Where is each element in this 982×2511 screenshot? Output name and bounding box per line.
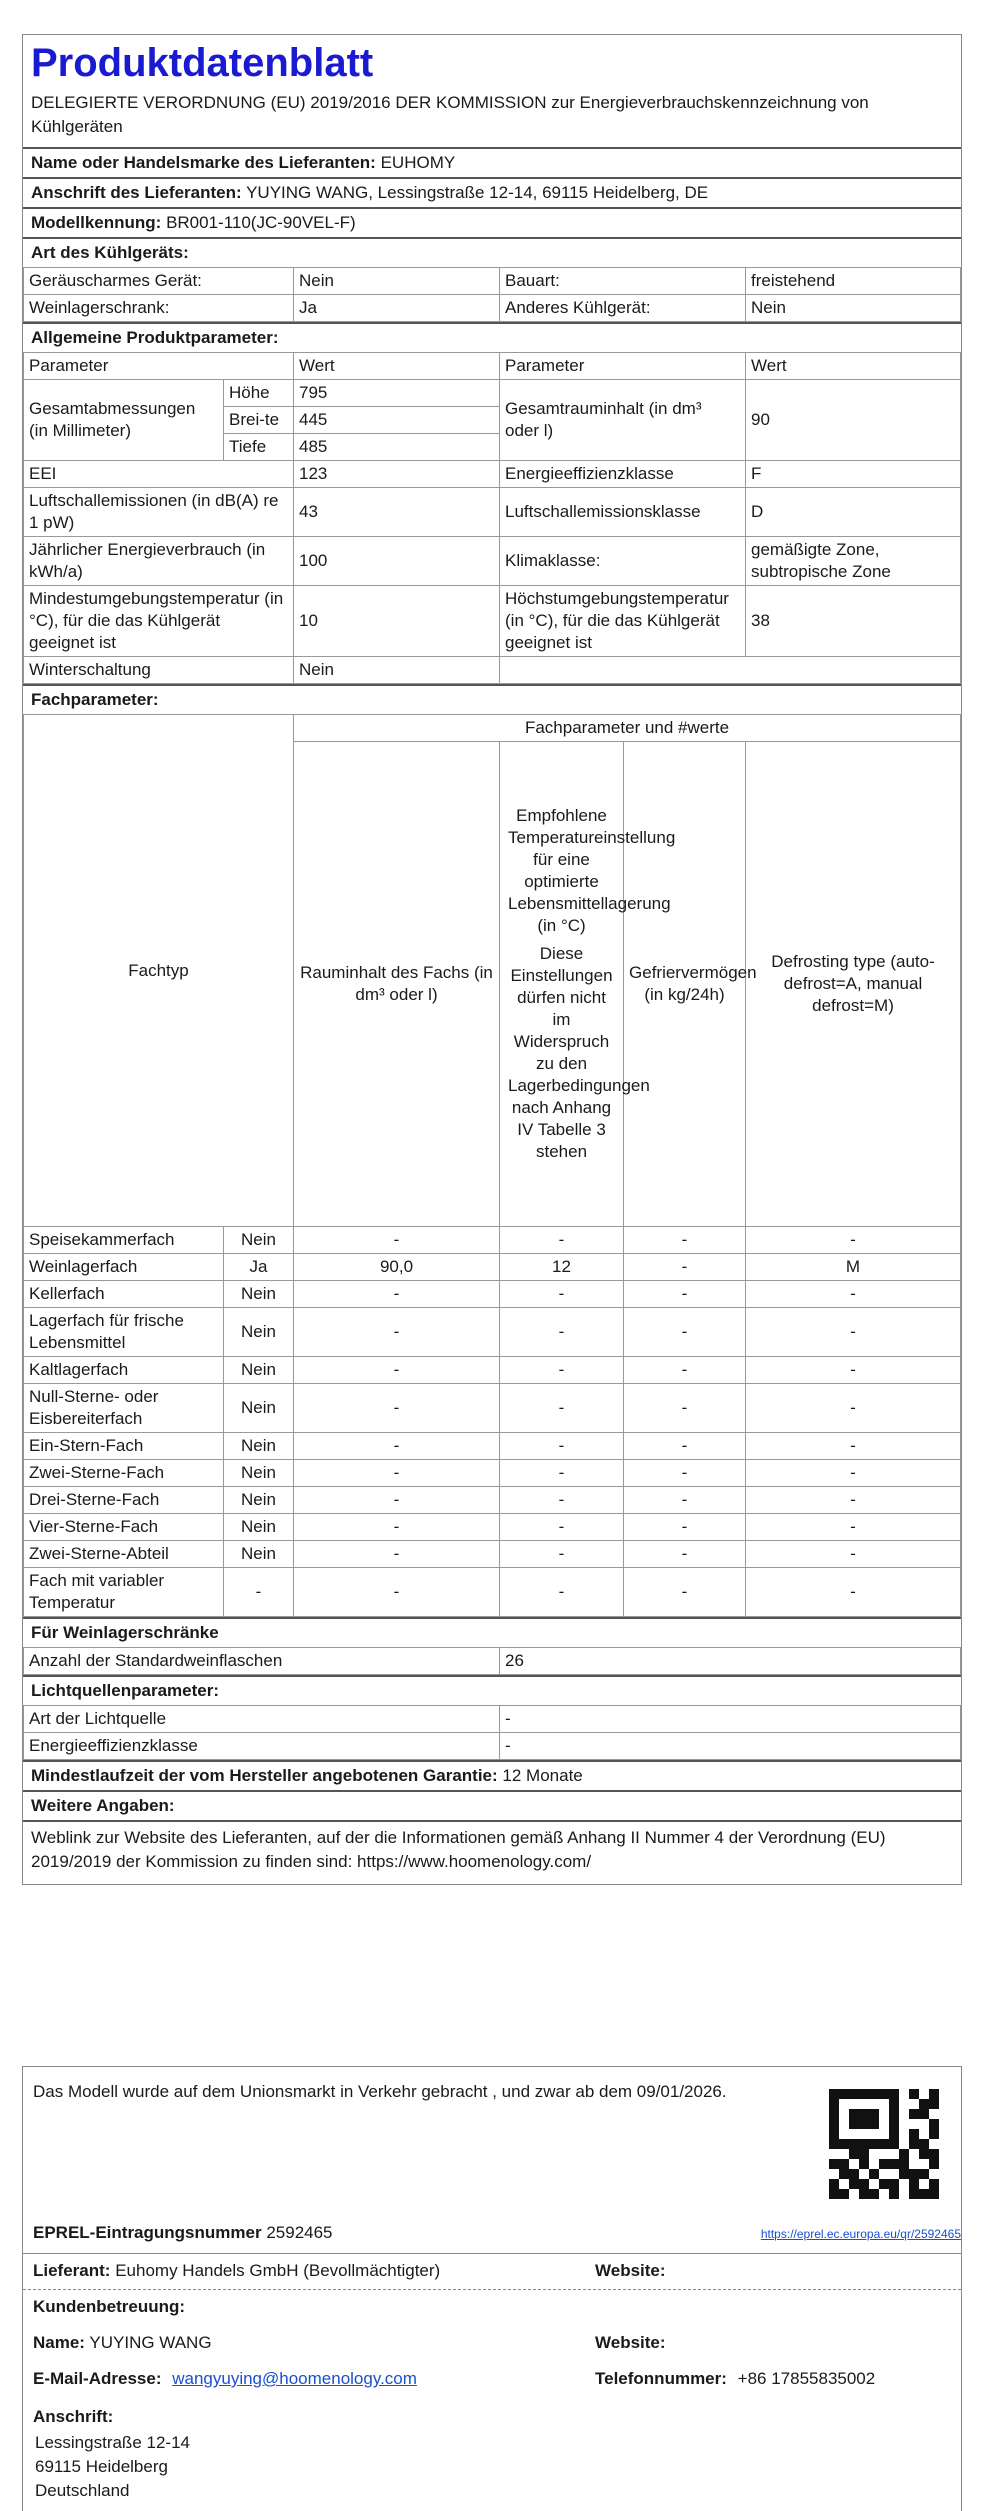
low-noise-label: Geräuscharmes Gerät:	[24, 268, 294, 295]
address-line-3: Deutschland	[35, 2481, 130, 2500]
compartment-temp: -	[500, 1357, 624, 1384]
general-params-heading: Allgemeine Produktparameter:	[23, 322, 961, 352]
compartment-row	[24, 1460, 961, 1487]
compartment-row	[24, 1487, 961, 1514]
compartment-temp: -	[500, 1281, 624, 1308]
supplier-name-value: EUHOMY	[380, 153, 456, 172]
compartment-defrost: -	[746, 1514, 961, 1541]
supplier-website-link[interactable]: https://www.hoomenology.com/	[357, 1852, 592, 1871]
compartment-defrost: -	[746, 1487, 961, 1514]
light-class-value: -	[500, 1733, 961, 1760]
compartment-name: Kellerfach	[24, 1281, 224, 1308]
compartment-defrost: -	[746, 1568, 961, 1617]
compartment-freeze: -	[624, 1487, 746, 1514]
supplier-name-label: Name oder Handelsmarke des Lieferanten:	[31, 153, 376, 172]
climate-class-label: Klimaklasse:	[500, 537, 746, 586]
dimensions-label: Gesamtabmessungen (in Millimeter)	[24, 380, 224, 461]
value-header-2: Wert	[746, 353, 961, 380]
address-line-2: 69115 Heidelberg	[35, 2457, 168, 2476]
height-value: 795	[294, 380, 500, 407]
depth-label: Tiefe	[224, 434, 294, 461]
depth-value: 485	[294, 434, 500, 461]
width-value: 445	[294, 407, 500, 434]
compartment-row	[24, 1433, 961, 1460]
compartment-freeze: -	[624, 1541, 746, 1568]
supplier-name-row	[23, 147, 961, 177]
compartment-name: Drei-Sterne-Fach	[24, 1487, 224, 1514]
max-temp-value: 38	[746, 586, 961, 657]
wine-section-heading: Für Weinlagerschränke	[23, 1617, 961, 1647]
light-type-label: Art der Lichtquelle	[24, 1706, 500, 1733]
supplier-address-row	[23, 177, 961, 207]
further-info-description: Weblink zur Website des Lieferanten, auf der die Informationen gemäß Anhang II Nummer 4 der Verordnung (EU) 2019/2019 der Kommission zu finden sind:	[31, 1828, 886, 1871]
compartment-volume: -	[294, 1357, 500, 1384]
service-email-label: E-Mail-Adresse:	[33, 2369, 162, 2388]
compartment-type-header: Fachtyp	[24, 715, 294, 1227]
compartment-group-header: Fachparameter und #werte	[294, 715, 961, 742]
compartment-freeze: -	[624, 1460, 746, 1487]
compartment-temp: -	[500, 1433, 624, 1460]
other-appliance-value: Nein	[746, 295, 961, 322]
compartment-row	[24, 1281, 961, 1308]
compartment-defrost: -	[746, 1541, 961, 1568]
param-header-2: Parameter	[500, 353, 746, 380]
freezing-capacity-header: Gefriervermögen (in kg/24h)	[624, 742, 746, 1227]
compartment-volume: 90,0	[294, 1254, 500, 1281]
compartment-row	[24, 1254, 961, 1281]
contact-supplier-label: Lieferant:	[33, 2261, 111, 2280]
compartment-defrost: -	[746, 1384, 961, 1433]
model-row	[23, 207, 961, 237]
eprel-registration	[33, 2223, 333, 2243]
other-appliance-label: Anderes Kühlgerät:	[500, 295, 746, 322]
further-info-text	[23, 1820, 961, 1884]
eei-value: 123	[294, 461, 500, 488]
compartment-temp: -	[500, 1487, 624, 1514]
wine-cabinet-label: Weinlagerschrank:	[24, 295, 294, 322]
compartment-name: Zwei-Sterne-Fach	[24, 1460, 224, 1487]
service-phone-label: Telefonnummer:	[595, 2369, 727, 2388]
compartment-name: Zwei-Sterne-Abteil	[24, 1541, 224, 1568]
annual-consumption-value: 100	[294, 537, 500, 586]
compartment-present: Nein	[224, 1514, 294, 1541]
compartment-name: Speisekammerfach	[24, 1227, 224, 1254]
compartment-temp: -	[500, 1541, 624, 1568]
warranty-label: Mindestlaufzeit der vom Hersteller angebotenen Garantie:	[31, 1766, 498, 1785]
compartment-table	[23, 714, 961, 1617]
compartment-present: Nein	[224, 1357, 294, 1384]
compartment-temp: 12	[500, 1254, 624, 1281]
compartment-volume: -	[294, 1308, 500, 1357]
wine-cabinet-value: Ja	[294, 295, 500, 322]
compartment-rows	[24, 1227, 961, 1617]
compartment-temp: -	[500, 1514, 624, 1541]
compartment-volume: -	[294, 1460, 500, 1487]
compartment-volume: -	[294, 1384, 500, 1433]
qr-code-icon[interactable]	[829, 2089, 939, 2199]
compartment-name: Kaltlagerfach	[24, 1357, 224, 1384]
compartment-defrost: -	[746, 1281, 961, 1308]
height-label: Höhe	[224, 380, 294, 407]
market-date-text: Das Modell wurde auf dem Unionsmarkt in Verkehr gebracht , und zwar ab dem 09/01/2026.	[33, 2082, 727, 2101]
compartment-volume: -	[294, 1227, 500, 1254]
supplier-address-value: YUYING WANG, Lessingstraße 12-14, 69115 Heidelberg, DE	[246, 183, 709, 202]
model-value: BR001-110(JC-90VEL-F)	[166, 213, 356, 232]
recommended-temp-text: Empfohlene Temperatureinstellung für eine optimierte Lebensmittellagerung (in °C)	[508, 806, 676, 935]
compartment-defrost: -	[746, 1357, 961, 1384]
regulation-subtitle: DELEGIERTE VERORDNUNG (EU) 2019/2016 DER KOMMISSION zur Energieverbrauchskennzeichnung von Kühlgeräten	[31, 93, 869, 136]
wine-bottles-label: Anzahl der Standardweinflaschen	[24, 1648, 500, 1675]
eprel-section	[22, 2066, 962, 2511]
recommended-temp-note: Diese Einstellungen dürfen nicht im Widerspruch zu den Lagerbedingungen nach Anhang IV Tabelle 3 stehen	[508, 944, 650, 1161]
defrost-type-header: Defrosting type (auto-defrost=A, manual defrost=M)	[746, 742, 961, 1227]
eei-label: EEI	[24, 461, 294, 488]
compartment-present: Nein	[224, 1541, 294, 1568]
compartment-present: Nein	[224, 1460, 294, 1487]
noise-label: Luftschallemissionen (in dB(A) re 1 pW)	[24, 488, 294, 537]
compartment-name: Lagerfach für frische Lebensmittel	[24, 1308, 224, 1357]
climate-class-value: gemäßigte Zone, subtropische Zone	[746, 537, 961, 586]
compartment-freeze: -	[624, 1357, 746, 1384]
param-header: Parameter	[24, 353, 294, 380]
annual-consumption-label: Jährlicher Energieverbrauch (in kWh/a)	[24, 537, 294, 586]
contact-supplier-value: Euhomy Handels GmbH (Bevollmächtigter)	[115, 2261, 441, 2280]
compartment-row	[24, 1308, 961, 1357]
service-name-label: Name:	[33, 2333, 85, 2352]
low-noise-value: Nein	[294, 268, 500, 295]
supplier-address-label: Anschrift des Lieferanten:	[31, 183, 242, 202]
compartment-defrost: M	[746, 1254, 961, 1281]
compartment-params-heading: Fachparameter:	[23, 684, 961, 714]
compartment-temp: -	[500, 1460, 624, 1487]
service-email-link[interactable]: wangyuying@hoomenology.com	[172, 2369, 417, 2388]
compartment-row	[24, 1541, 961, 1568]
compartment-present: Nein	[224, 1281, 294, 1308]
wine-table	[23, 1647, 961, 1675]
light-type-value: -	[500, 1706, 961, 1733]
compartment-volume: -	[294, 1541, 500, 1568]
noise-value: 43	[294, 488, 500, 537]
compartment-defrost: -	[746, 1460, 961, 1487]
winter-switch-value: Nein	[294, 657, 500, 684]
warranty-row	[23, 1760, 961, 1790]
compartment-temp: -	[500, 1308, 624, 1357]
appliance-type-heading: Art des Kühlgeräts:	[23, 237, 961, 267]
compartment-temp: -	[500, 1568, 624, 1617]
contact-supplier	[33, 2261, 440, 2281]
further-info-heading: Weitere Angaben:	[23, 1790, 961, 1820]
eprel-qr-link[interactable]: https://eprel.ec.europa.eu/qr/2592465	[760, 2227, 961, 2241]
light-section-heading: Lichtquellenparameter:	[23, 1675, 961, 1705]
divider	[23, 2253, 961, 2254]
energy-class-value: F	[746, 461, 961, 488]
compartment-present: -	[224, 1568, 294, 1617]
dashed-divider	[23, 2289, 961, 2290]
compartment-temp: -	[500, 1384, 624, 1433]
compartment-volume: -	[294, 1514, 500, 1541]
light-table	[23, 1705, 961, 1760]
compartment-name: Ein-Stern-Fach	[24, 1433, 224, 1460]
compartment-present: Nein	[224, 1227, 294, 1254]
compartment-volume: -	[294, 1433, 500, 1460]
service-phone	[595, 2369, 875, 2389]
compartment-present: Nein	[224, 1487, 294, 1514]
light-class-label: Energieeffizienzklasse	[24, 1733, 500, 1760]
compartment-row	[24, 1568, 961, 1617]
service-name	[33, 2333, 212, 2353]
recommended-temp-header	[500, 742, 676, 1227]
compartment-name: Vier-Sterne-Fach	[24, 1514, 224, 1541]
compartment-freeze: -	[624, 1308, 746, 1357]
compartment-defrost: -	[746, 1308, 961, 1357]
compartment-name: Fach mit variabler Temperatur	[24, 1568, 224, 1617]
service-address-label: Anschrift:	[33, 2407, 114, 2426]
compartment-defrost: -	[746, 1227, 961, 1254]
compartment-present: Ja	[224, 1254, 294, 1281]
empty-cell	[500, 657, 961, 684]
compartment-name: Weinlagerfach	[24, 1254, 224, 1281]
model-label: Modellkennung:	[31, 213, 162, 232]
warranty-value: 12 Monate	[502, 1766, 583, 1785]
value-header: Wert	[294, 353, 500, 380]
service-address	[35, 2431, 190, 2503]
compartment-freeze: -	[624, 1514, 746, 1541]
customer-service-heading: Kundenbetreuung:	[33, 2297, 186, 2316]
compartment-freeze: -	[624, 1254, 746, 1281]
energy-class-label: Energieeffizienzklasse	[500, 461, 746, 488]
general-params-table	[23, 352, 961, 684]
page-title: Produktdatenblatt	[31, 41, 374, 85]
total-volume-value: 90	[746, 380, 961, 461]
address-line-1: Lessingstraße 12-14	[35, 2433, 190, 2452]
max-temp-label: Höchstumgebungstemperatur (in °C), für die das Kühlgerät geeignet ist	[500, 586, 746, 657]
compartment-freeze: -	[624, 1384, 746, 1433]
compartment-freeze: -	[624, 1568, 746, 1617]
appliance-type-table	[23, 267, 961, 322]
contact-website-label: Website:	[595, 2261, 666, 2280]
min-temp-value: 10	[294, 586, 500, 657]
build-label: Bauart:	[500, 268, 746, 295]
compartment-row	[24, 1384, 961, 1433]
compartment-row	[24, 1514, 961, 1541]
service-email	[33, 2369, 417, 2389]
noise-class-label: Luftschallemissionsklasse	[500, 488, 746, 537]
eprel-label: EPREL-Eintragungsnummer	[33, 2223, 262, 2242]
compartment-temp: -	[500, 1227, 624, 1254]
min-temp-label: Mindestumgebungstemperatur (in °C), für die das Kühlgerät geeignet ist	[24, 586, 294, 657]
eprel-number: 2592465	[266, 2223, 333, 2242]
compartment-row	[24, 1227, 961, 1254]
noise-class-value: D	[746, 488, 961, 537]
compartment-defrost: -	[746, 1433, 961, 1460]
compartment-volume: -	[294, 1487, 500, 1514]
product-data-sheet	[22, 34, 962, 1885]
compartment-name: Null-Sterne- oder Eisbereiterfach	[24, 1384, 224, 1433]
service-name-value: YUYING WANG	[89, 2333, 212, 2352]
total-volume-label: Gesamtrauminhalt (in dm³ oder l)	[500, 380, 746, 461]
compartment-volume: -	[294, 1568, 500, 1617]
width-label: Brei-te	[224, 407, 294, 434]
service-phone-value: +86 17855835002	[737, 2369, 876, 2388]
winter-switch-label: Winterschaltung	[24, 657, 294, 684]
compartment-volume: -	[294, 1281, 500, 1308]
compartment-present: Nein	[224, 1308, 294, 1357]
compartment-freeze: -	[624, 1433, 746, 1460]
build-value: freistehend	[746, 268, 961, 295]
compartment-present: Nein	[224, 1433, 294, 1460]
compartment-freeze: -	[624, 1227, 746, 1254]
compartment-present: Nein	[224, 1384, 294, 1433]
compartment-freeze: -	[624, 1281, 746, 1308]
compartment-row	[24, 1357, 961, 1384]
service-website-label: Website:	[595, 2333, 666, 2352]
compartment-volume-header: Rauminhalt des Fachs (in dm³ oder l)	[294, 742, 500, 1227]
wine-bottles-value: 26	[500, 1648, 961, 1675]
